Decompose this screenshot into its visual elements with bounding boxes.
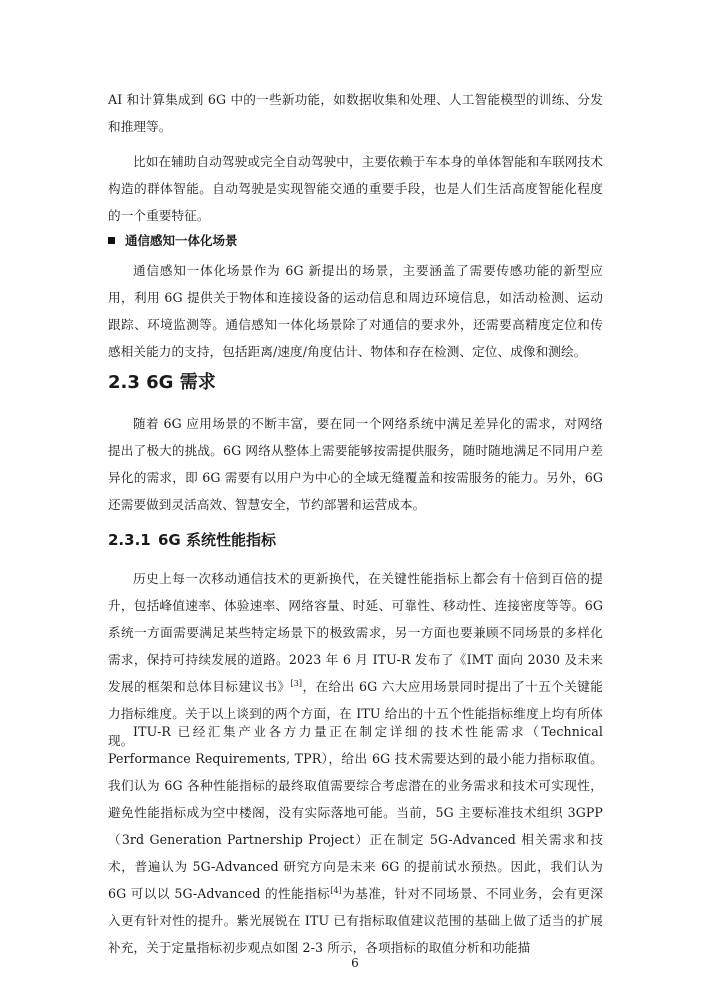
subsection-number: 2.3.1 (108, 531, 151, 549)
citation-ref-4: [4] (330, 885, 342, 895)
paragraph-itu-tpr-part2: 为基准，针对不同场景、不同业务，会有更深入更有针对性的提升。紫光展锐在 ITU 已有指标取值建议范围的基础上做了适当的扩展补充，关于定量指标初步观点如图 2-3 所示，各项指标的取值分析和功能描 (108, 886, 603, 955)
paragraph-ai-functions: AI 和计算集成到 6G 中的一些新功能，如数据收集和处理、人工智能模型的训练、分发和推理等。 (108, 92, 603, 134)
paragraph-itu-tpr (108, 718, 603, 961)
bullet-heading (108, 229, 238, 251)
section-heading: 2.3 6G 需求 (108, 372, 216, 393)
paragraph-autonomous-driving: 比如在辅助自动驾驶或完全自动驾驶中，主要依赖于车本身的单体智能和车联网技术构造的群体智能。自动驾驶是实现智能交通的重要手段，也是人们生活高度智能化程度的一个重要特征。 (108, 154, 603, 223)
paragraph-history-kpi-part1: 历史上每一次移动通信技术的更新换代，在关键性能指标上都会有十倍到百倍的提升，包括峰值速率、体验速率、网络容量、时延、可靠性、移动性、连接密度等等。6G 系统一方面需要满足某些特定场景下的极致需求，另一方面也要兼顾不同场景的多样化需求，保持可持续发展的道路。2023 年 6 月 ITU-R 发布了《IMT 面向 2030 及未来发展的框架和总体目标建议书》 (108, 571, 603, 694)
paragraph-6g-requirements: 随着 6G 应用场景的不断丰富，要在同一个网络系统中满足差异化的需求，对网络提出了极大的挑战。6G 网络从整体上需要能够按需提供服务，随时随地满足不同用户差异化的需求，即 6G 需要有以用户为中心的全域无缝覆盖和按需服务的能力。另外，6G 还需要做到灵活高效、智慧安全，节约部署和运营成本。 (108, 416, 603, 512)
square-bullet-icon (108, 237, 115, 244)
subsection-heading (108, 528, 276, 552)
subsection-title: 6G 系统性能指标 (158, 531, 276, 549)
citation-ref-3: [3] (290, 678, 303, 688)
page-number: 6 (351, 956, 359, 970)
paragraph-history-kpi-part2: ，在给出 6G 六大应用场景同时提出了十五个关键能力指标维度。关于以上谈到的两个方面，在 ITU 给出的十五个性能指标维度上均有所体现。 (108, 679, 603, 748)
paragraph-itu-tpr-part1: ITU-R 已经汇集产业各方力量正在制定详细的技术性能需求（Technical Performance Requirements, TPR），给出 6G 技术需要达到的最小能力指标取值。我们认为 6G 各种性能指标的最终取值需要综合考虑潜在的业务需求和技术可实现性，避免性能指标成为空中楼阁，没有实际落地可能。当前，5G 主要标准技术组织 3GPP（3rd Generation Partnership Project）正在制定 5G-Advanced 相关需求和技术，普遍认为 5G-Advanced 研究方向是未来 6G 的提前试水预热。因此，我们认为 6G 可以以 5G-Advanced 的性能指标 (108, 724, 603, 901)
paragraph-sensing: 通信感知一体化场景作为 6G 新提出的场景，主要涵盖了需要传感功能的新型应用，利用 6G 提供关于物体和连接设备的运动信息和周边环境信息，如活动检测、运动跟踪、环境监测等。通信感知一体化场景除了对通信的要求外，还需要高精度定位和传感相关能力的支持，包括距离/速度/角度估计、物体和存在检测、定位、成像和测绘。 (108, 263, 603, 359)
bullet-heading-text: 通信感知一体化场景 (125, 233, 238, 248)
